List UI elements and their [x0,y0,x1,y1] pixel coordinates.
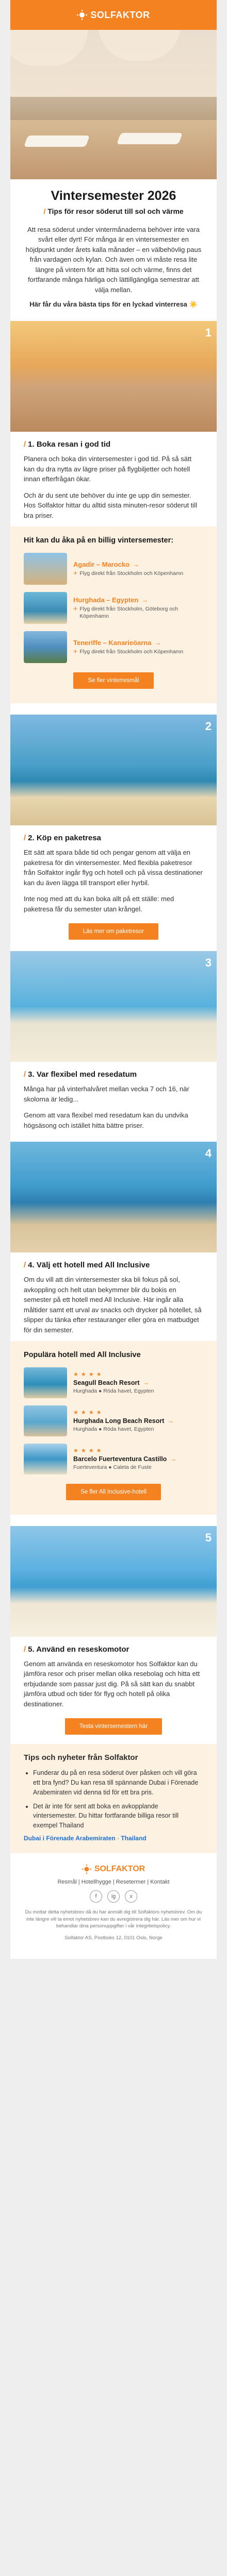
hotel-item[interactable] [24,1367,203,1398]
dubai-link[interactable]: Dubai i Förenade Arabemiraten [24,1834,116,1842]
intro-text: Att resa söderut under vintermånaderna behöver inte vara svårt eller dyrt! För många är en vintersemester en höjdpunkt under årets kalla månader – en välbehövlig paus från vardagen och kylan. Och även om vi måste resa lite längre på vintern för att hitta sol och värme, finns det fortfarande många härliga och lättillgängliga semestrar att välja mellan. [25,225,202,294]
tip-1-text: Och är du sent ute behöver du inte ge upp din semester. Hos Solfaktor hittar du alltid sista minuten-resor söderut till bra priser. [24,491,197,519]
tip-number: 3 [205,956,212,970]
star-rating: ★ ★ ★ ★ [73,1371,102,1378]
newsletter [10,0,217,1959]
arrow-right-icon: → [141,596,149,604]
footer-links[interactable]: Resmål | Hotellhygge | Resetermer | Kontakt [57,1878,170,1885]
hotels-box [10,1341,217,1515]
hotel-item[interactable] [24,1405,203,1436]
arrow-right-icon: → [133,560,140,568]
x-icon[interactable]: x [125,1890,137,1903]
tip-5-heading: / 5. Använd en reseskomotor [24,1645,129,1654]
tip-4-text: Om du vill att din vintersemester ska bli fokus på sol, avkoppling och helt utan bekymmer blir du bokis en semester på ett hotell med All Inclusive. Här ingår alla måltider samt ett urval av snacks och drycker på hotellet, så slipper du tänka efter restauranger eller göra en matbudget för din semester. [24,1276,202,1334]
footer-address: Solfaktor AS, Postboks 12, 0101 Oslo, Norge [64,1935,163,1941]
destination-item[interactable]: Agadir – Marocko → ✈ Flyg direkt från Stockholm och Köpenhamn [24,553,203,585]
destination-link[interactable]: Teneriffe – Kanarieöarna → [73,638,161,647]
news-item: • Det är inte för sent att boka en avkopplande vintersemester. Du hittar fortfarande billiga resor till exempel Thailand [33,1802,203,1831]
destination-link[interactable]: Agadir – Marocko → [73,560,140,568]
header-bar [10,0,217,30]
destinations-heading: Hit kan du åka på en billig vintersemester: [24,536,174,545]
main-title: Vintersemester 2026 [51,189,176,203]
plane-icon: ✈ [73,570,78,577]
tip-number: 2 [205,720,212,733]
more-destinations-button[interactable]: Se fler vinterresmål [73,672,153,689]
instagram-icon[interactable]: ig [107,1890,120,1903]
destination-thumb [24,553,67,585]
footer [10,1853,217,1959]
tip-2-heading: / 2. Köp en paketresa [24,834,101,843]
tip-number: 4 [205,1147,212,1160]
arrow-right-icon: → [170,1455,176,1463]
search-button[interactable]: Testa vintersemestern här [65,1718,162,1735]
news-tips-box: Tips och nyheter från Solfaktor • Funderar du på en resa söderut över påsken och vill göra ett bra fynd? Du kan resa till spännande Dubai i Förenade Arabemiraten vid denna tid för ett bra pris. • Det är inte för sent att boka en avkopplande vintersemester. Du hittar fortfarande billiga resor till exempel Thailand Dubai i Förenade Arabemiraten · Thailand [10,1744,217,1853]
destination-item[interactable]: Teneriffe – Kanarieöarna → ✈ Flyg direkt från Stockholm och Köpenhamn [24,631,203,663]
news-item: • Funderar du på en resa söderut över påsken och vill göra ett bra fynd? Du kan resa till spännande Dubai i Förenade Arabemiraten vid denna tid för ett bra pris. [33,1768,203,1797]
brand-logo[interactable] [77,10,150,21]
more-hotels-button[interactable]: Se fler All Inclusive-hotell [66,1484,161,1500]
tip-4-heading: / 4. Välj ett hotell med All Inclusive [24,1261,150,1270]
destinations-box [10,527,217,703]
package-button[interactable]: Läs mer om paketresor [69,923,158,940]
tip-1-text: Planera och boka din vintersemester i god tid. På så sätt kan du dra nytta av lägre priser på flygbiljetter och hotell innan efterfrågan ökar. [24,455,192,483]
destination-thumb [24,631,67,663]
tip-2-text: Ett sätt att spara både tid och pengar genom att välja en paketresa för din vintersemester. Med flexibla paketresor från Solfaktor ingår flyg och hotell och på vissa destinationer kan du även lägga till transport eller hyrbil. [24,849,203,887]
footer-fineprint: Du mottar detta nyhetsbrev då du har anmält dig till Solfaktors nyhetsbrev. Om du inte längre vill ta emot nyhetsbrev kan du avregistrera dig här. Läs mer om hur vi behandlar dina personuppgifter i vår integritetspolicy. [25,1909,202,1929]
thailand-link[interactable]: Thailand [121,1834,147,1842]
facebook-icon[interactable]: f [90,1890,102,1903]
arrow-right-icon: → [167,1417,174,1425]
hotel-link[interactable]: Seagull Beach Resort → [73,1379,150,1387]
destination-thumb [24,592,67,624]
tip-1-image [10,321,217,432]
brand-name: SOLFAKTOR [90,9,150,20]
hotel-thumb [24,1444,67,1475]
sun-icon [82,1865,91,1874]
hotel-location: Fuerteventura ● Caleta de Fuste [73,1464,152,1471]
tip-2-image [10,715,217,825]
tip-3-text: Genom att vara flexibel med resedatum kan du undvika högsäsong och istället hitta bättre priser. [24,1111,188,1129]
tip-4-image [10,1142,217,1252]
tip-3-image [10,951,217,1062]
arrow-right-icon: → [154,638,161,647]
plane-icon: ✈ [73,606,78,612]
hotel-link[interactable]: Barcelo Fuerteventura Castillo → [73,1455,176,1463]
star-rating: ★ ★ ★ ★ [73,1448,102,1454]
tip-1-heading: / 1. Boka resan i god tid [24,440,111,449]
social-links [24,1890,203,1903]
plane-icon: ✈ [73,649,78,655]
sun-icon [77,10,87,20]
hotel-link[interactable]: Hurghada Long Beach Resort → [73,1417,174,1425]
tip-3-text: Många har på vinterhalvåret mellan vecka 7 och 16, när skolorna är ledig... [24,1085,189,1103]
destination-item[interactable]: Hurghada – Egypten → ✈ Flyg direkt från Stockholm, Göteborg och Köpenhamn [24,592,203,624]
tip-5-image [10,1526,217,1637]
star-rating: ★ ★ ★ ★ [73,1410,102,1416]
hotels-heading: Populära hotell med All Inclusive [24,1351,141,1360]
tip-2-text: Inte nog med att du kan boka allt på ett ställe: med paketresa får du semester utan krångel. [24,895,174,913]
news-heading: Tips och nyheter från Solfaktor [24,1753,138,1762]
hero-image [10,30,217,179]
intro-bold: Här får du våra bästa tips för en lyckad vinterresa ☀️ [29,300,198,309]
hotel-location: Hurghada ● Röda havet, Egypten [73,1388,154,1395]
tip-number: 1 [205,326,212,340]
tip-number: 5 [205,1531,212,1544]
tip-3-heading: / 3. Var flexibel med resedatum [24,1070,137,1079]
hotel-thumb [24,1367,67,1398]
arrow-right-icon: → [142,1379,150,1387]
hotel-location: Hurghada ● Röda havet, Egypten [73,1426,154,1433]
footer-logo[interactable] [24,1865,203,1874]
main-subtitle: / Tips för resor söderut till sol och värme [43,207,184,215]
destination-link[interactable]: Hurghada – Egypten → [73,596,149,604]
tip-5-text: Genom att använda en reseskomotor hos Solfaktor kan du jämföra resor och priser mellan olika resebolag och hitta ett erbjudande som passar just dig. På så sätt kan du snabbt jämföra utbud och tider för flyg och hotell på olika destinationer. [24,1659,200,1708]
footer-brand: SOLFAKTOR [94,1864,145,1873]
hotel-item[interactable] [24,1444,203,1475]
hotel-thumb [24,1405,67,1436]
